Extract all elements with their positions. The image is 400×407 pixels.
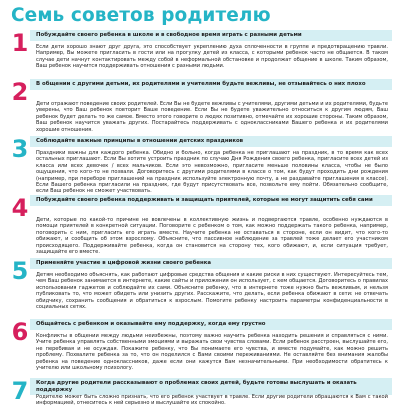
tip-number: 3 — [11, 135, 29, 163]
tip-number: 1 — [11, 29, 29, 57]
tip-heading: В общении с другими детьми, их родителями и учителями будьте вежливы, не отзывайтесь о них плохо — [30, 79, 392, 90]
tip-heading: Применяйте участие в цифровой жизни своего ребенка — [30, 258, 392, 269]
tip-text: Конфликты в общении между людьми неизбежны, поэтому важно научить ребенка находить решения и справляться с ними. Учите ребенка управлять собственными эмоциями и выражать свои чувства словами. Если ребенок расстроен, выслушайте его, не перебивая и не осуждая. Покажите ребенку, что Вы понимаете его чувства, и вместе подумайте, как можно решить проблему. Похвалите ребенка за то, что он поделился с Вами своими переживаниями. Не оставляйте без внимания жалобы ребенка на поведение одноклассников, даже если они кажутся Вам незначительными. При необходимости обратитесь к учителю или школьному психологу. — [36, 333, 388, 372]
tip-heading: Когда другие родители рассказывают о проблемах своих детей, будьте готовы выслушать и оказать поддержку — [30, 378, 392, 395]
tip-text: Праздники важны для каждого ребенка. Обидно и больно, когда ребенка не приглашают на праздник, в то время как всех остальных приглашают. Если Вы хотите устроить праздник по случаю Дня Рождения своего ребенка, пригласите всех детей из класса или всех девочек / всех мальчиков. Если это невозможно, пригласите меньше половины класса, чтобы не было ощущения, что кого-то не позвали. Договоритесь с другими родителями в классе о том, как будут проходить дни рождения (например, при переборе приглашений на праздник используйте электронную почту, а не раздавайте приглашения в классе). Если Вашего ребенка пригласили на праздник, где будут присутствовать все, позвольте ему пойти. Обязательно сообщите, если Ваш ребенок не сможет участвовать. — [36, 150, 388, 195]
page-title: Семь советов родителю — [11, 5, 271, 26]
tip-number: 6 — [11, 318, 29, 346]
tip-text: Родителю может быть сложно признать, что его ребенок участвует в травле. Если другие родители обращаются к Вам с такой информацией, отнеситесь к ней серьезно и выслушайте их спокойно. — [36, 394, 388, 407]
tip-heading: Соблюдайте важные принципы в отношении детских праздников — [30, 136, 392, 147]
tip-number: 2 — [11, 78, 29, 106]
tip-heading: Побуждайте своего ребенка в школе и в свободное время играть с разными детьми — [30, 30, 392, 41]
tip-text: Детям необходимо объяснять, как работают цифровые средства общения и какие риски в них существуют. Интересуйтесь тем, чем Ваш ребенок занимается в интернете, какие сайты и приложения он использует, с кем общается. Договоритесь о правилах использования гаджетов и соблюдайте их сами. Объясните ребенку, что в интернете тоже нужно быть вежливым, и нельзя публиковать то, что может обидеть или унизить других. Расскажите, что делать, если ребенка обижают в сети: не отвечать обидчику, сохранить сообщения и обратиться к взрослым. Помогите ребенку настроить параметры конфиденциальности в социальных сетях. — [36, 272, 388, 311]
tip-number: 4 — [11, 194, 29, 222]
tip-heading: Побуждайте своего ребенка поддерживать и защищать приятелей, которые не могут защитить себя сами — [30, 195, 392, 206]
tip-number: 7 — [11, 377, 29, 405]
tip-text: Дети, которые по какой-то причине не вовлечены в коллективную жизнь и подвергаются травле, особенно нуждаются в помощи приятелей в конкретной ситуации. Поговорите с ребенком о том, как можно поддержать такого ребенка, например, поговорить с ним, пригласить его играть вместе. Научите ребенка не оставаться в стороне, если он видит, что кого-то обижают, и сообщить об этом взрослому. Объясните, что пассивное наблюдение за травлей тоже делает его участником происходящего. Поддерживайте ребенка, когда он становится на сторону тех, кого обижают, и, если ситуация требует, защищайте его вместе. — [36, 217, 388, 256]
tip-text: Дети отражают поведение своих родителей. Если Вы не будете вежливы с учителями, другими детьми и их родителями, будьте уверены, что Ваш ребенок повторит Ваше поведение. Если Вы не будете уважительно относиться к другим людям, Ваш ребенок будет делать то же самое. Вместо этого говорите о людях позитивно, отмечайте их хорошие стороны. Таким образом, Ваш ребенок научится уважать других. Постарайтесь поддерживать с одноклассниками Вашего ребенка и их родителями хорошие отношения. — [36, 101, 388, 133]
tip-heading: Общайтесь с ребенком и оказывайте ему поддержку, когда ему грустно — [30, 319, 392, 330]
tip-text: Если дети хорошо знают друг друга, это способствует укреплению духа сплоченности в группе и предотвращению травли. Например, Вы можете пригласить в гости или на прогулку детей из класса, с которыми ребенок часто не общается. В таком случае дети начнут контактировать между собой в неформальной обстановке и продолжат общение в школе. Таким образом, Ваш ребенок научится поддерживать отношения с разными людьми. — [36, 44, 388, 70]
tip-number: 5 — [11, 257, 29, 285]
